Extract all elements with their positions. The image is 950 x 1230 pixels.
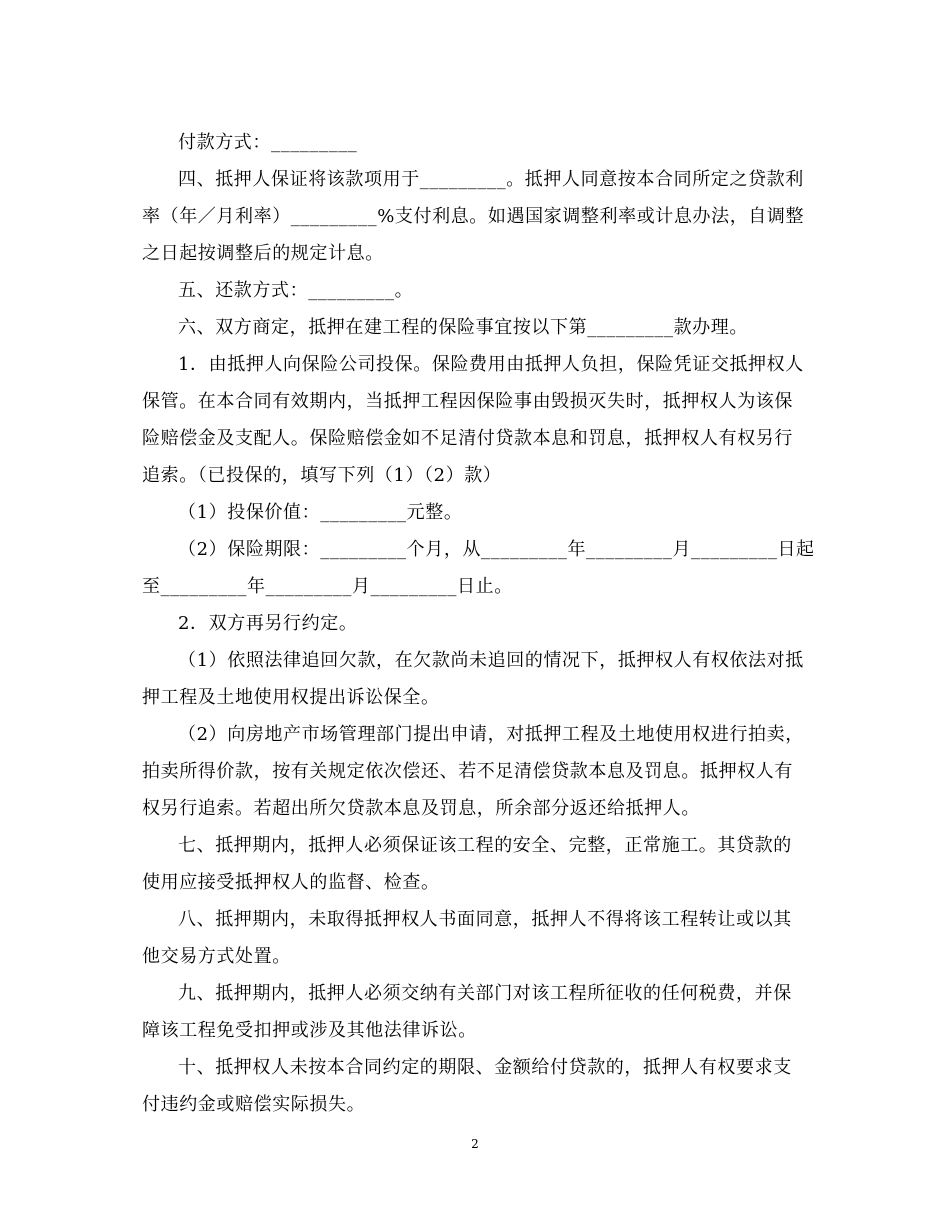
- text-line: 押工程及土地使用权提出诉讼保全。: [142, 687, 440, 708]
- text-line: 六、双方商定，抵押在建工程的保险事宜按以下第_________款办理。: [178, 317, 748, 338]
- text-line: 权另行追索。若超出所欠贷款本息及罚息，所余部分返还给抵押人。: [142, 798, 700, 819]
- text-line: （2）向房地产市场管理部门提出申请，对抵押工程及土地使用权进行拍卖，: [178, 724, 804, 745]
- text-line: 之日起按调整后的规定计息。: [142, 243, 384, 264]
- text-line: （2）保险期限：_________个月，从_________年_________月_________日起: [178, 539, 815, 560]
- text-line: 1．由抵押人向保险公司投保。保险费用由抵押人负担，保险凭证交抵押权人: [178, 354, 804, 375]
- text-line: 2．双方再另行约定。: [178, 613, 358, 634]
- page-number: 2: [471, 1137, 479, 1151]
- text-line: 至_________年_________月_________日止。: [142, 576, 513, 597]
- text-line: 障该工程免受扣押或涉及其他法律诉讼。: [142, 1020, 477, 1041]
- text-line: 五、还款方式：_________。: [178, 280, 414, 301]
- text-line: 付违约金或赔偿实际损失。: [142, 1094, 366, 1115]
- text-line: 保管。在本合同有效期内，当抵押工程因保险事由毁损灭失时，抵押权人为该保: [142, 391, 793, 412]
- text-line: 四、抵押人保证将该款项用于_________。抵押人同意按本合同所定之贷款利: [178, 169, 804, 190]
- text-line: 付款方式：_________: [178, 132, 358, 153]
- text-line: 九、抵押期内，抵押人必须交纳有关部门对该工程所征收的任何税费，并保: [178, 983, 792, 1004]
- text-line: （1）依照法律追回欠款，在欠款尚未追回的情况下，抵押权人有权依法对抵: [178, 650, 804, 671]
- text-line: 七、抵押期内，抵押人必须保证该工程的安全、完整，正常施工。其贷款的: [178, 835, 792, 856]
- text-line: 他交易方式处置。: [142, 946, 291, 967]
- text-line: 追索。（已投保的，填写下列（1）（2）款）: [142, 465, 502, 486]
- text-line: 率（年／月利率）_________%支付利息。如遇国家调整利率或计息办法，自调整: [142, 206, 805, 227]
- text-line: （1）投保价值：_________元整。: [178, 502, 463, 523]
- text-line: 使用应接受抵押权人的监督、检查。: [142, 872, 440, 893]
- text-line: 八、抵押期内，未取得抵押权人书面同意，抵押人不得将该工程转让或以其: [178, 909, 792, 930]
- text-line: 险赔偿金及支配人。保险赔偿金如不足清付贷款本息和罚息，抵押权人有权另行: [142, 428, 793, 449]
- text-line: 拍卖所得价款，按有关规定依次偿还、若不足清偿贷款本息及罚息。抵押权人有: [142, 761, 793, 782]
- text-line: 十、抵押权人未按本合同约定的期限、金额给付贷款的，抵押人有权要求支: [178, 1057, 792, 1078]
